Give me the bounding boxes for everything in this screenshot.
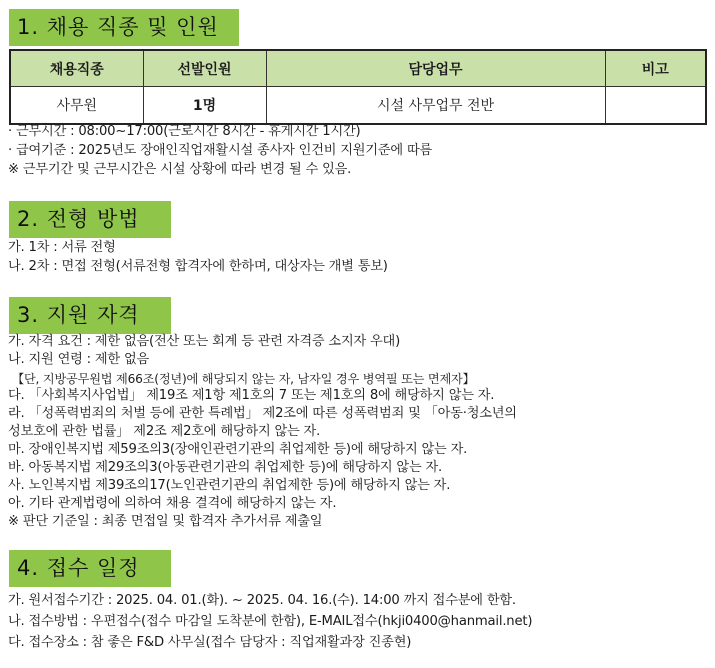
recruitment-table xyxy=(9,49,707,125)
header-headcount: 선발인원 xyxy=(143,50,266,87)
note-change: ※ 근무기간 및 근무시간은 시설 상황에 따라 변경 될 수 있음. xyxy=(8,162,352,177)
header-remarks: 비고 xyxy=(605,50,706,87)
list-item: 가. 1차 : 서류 전형 xyxy=(8,240,116,255)
section-2-title: 2. 전형 방법 xyxy=(9,201,171,238)
section-1-title: 1. 채용 직종 및 인원 xyxy=(9,9,239,46)
cell-headcount: 1명 xyxy=(143,87,266,125)
list-item: 나. 지원 연령 : 제한 없음 xyxy=(8,352,150,367)
header-job-type: 채용직종 xyxy=(10,50,143,87)
section-4-title: 4. 접수 일정 xyxy=(9,550,171,587)
list-item: 가. 원서접수기간 : 2025. 04. 01.(화). ~ 2025. 04. 16.(수). 14:00 까지 접수분에 한함. xyxy=(8,593,516,608)
list-item: 나. 접수방법 : 우편접수(접수 마감일 도착분에 한함), E-MAIL접수(hkji0400@hanmail.net) xyxy=(8,614,533,629)
header-duties: 담당업무 xyxy=(266,50,605,87)
list-item: 아. 기타 관계법령에 의하여 채용 결격에 해당하지 않는 자. xyxy=(8,496,337,511)
list-item: 라. 「성폭력범죄의 처벌 등에 관한 특례법」 제2조에 따른 성폭력범죄 및 「아동·청소년의 xyxy=(8,406,517,421)
list-item: 나. 2차 : 면접 전형(서류전형 합격자에 한하며, 대상자는 개별 통보) xyxy=(8,259,388,274)
table-row xyxy=(10,87,706,125)
cell-duties: 시설 사무업무 전반 xyxy=(266,87,605,125)
list-item: 성보호에 관한 법률」 제2조 제2호에 해당하지 않는 자. xyxy=(8,424,321,439)
note-work-hours: · 근무시간 : 08:00~17:00(근로시간 8시간 - 휴게시간 1시간) xyxy=(8,124,361,139)
list-item: 사. 노인복지법 제39조의17(노인관련기관의 취업제한 등)에 해당하지 않는 자. xyxy=(8,478,451,493)
table-header-row xyxy=(10,50,706,87)
list-item: 마. 장애인복지법 제59조의3(장애인관련기관의 취업제한 등)에 해당하지 않는 자. xyxy=(8,442,468,457)
section-3-title: 3. 지원 자격 xyxy=(9,297,171,334)
list-item: ※ 판단 기준일 : 최종 면접일 및 합격자 추가서류 제출일 xyxy=(8,514,323,529)
cell-job-type: 사무원 xyxy=(10,87,143,125)
list-item: 【단, 지방공무원법 제66조(정년)에 해당되지 않는 자, 남자일 경우 병역필 또는 면제자】 xyxy=(12,372,475,386)
note-salary: · 급여기준 : 2025년도 장애인직업재활시설 종사자 인건비 지원기준에 따름 xyxy=(8,143,433,158)
cell-remarks xyxy=(605,87,706,125)
list-item: 가. 자격 요건 : 제한 없음(전산 또는 회계 등 관련 자격증 소지자 우대) xyxy=(8,334,401,349)
list-item: 바. 아동복지법 제29조의3(아동관련기관의 취업제한 등)에 해당하지 않는 자. xyxy=(8,460,443,475)
list-item: 다. 접수장소 : 참 좋은 F&D 사무실(접수 담당자 : 직업재활과장 진종현) xyxy=(8,635,412,650)
list-item: 다. 「사회복지사업법」 제19조 제1항 제1호의 7 또는 제1호의 8에 해당하지 않는 자. xyxy=(8,388,495,403)
